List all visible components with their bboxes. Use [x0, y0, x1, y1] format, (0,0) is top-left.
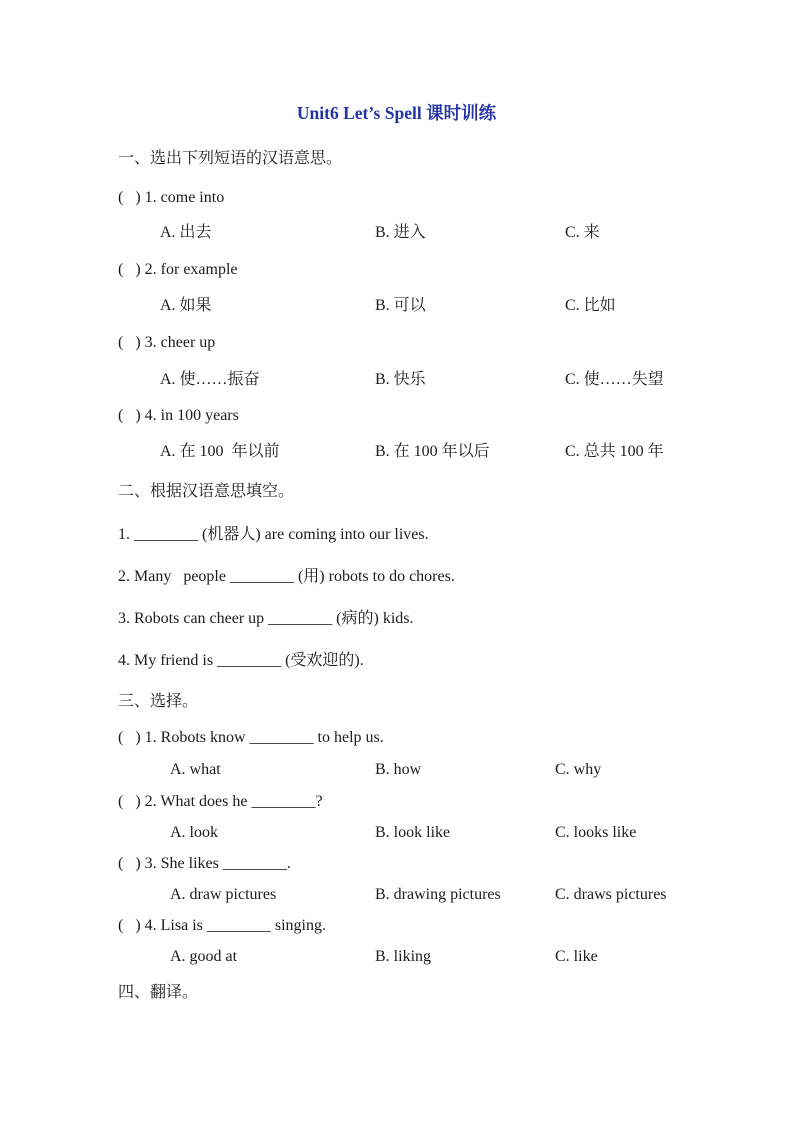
page-title: Unit6 Let’s Spell 课时训练 [296, 103, 497, 123]
option-a: A. 在 100 年以前 [160, 443, 280, 460]
section1-q1-stem: ( ) 1. come into [118, 189, 225, 206]
option-a: A. what [170, 761, 221, 778]
section1-q4-options [0, 441, 793, 463]
option-c: C. 总共 100 年 [565, 443, 664, 460]
option-b: B. 可以 [375, 297, 426, 314]
option-b: B. look like [375, 824, 451, 841]
option-c: C. looks like [555, 824, 637, 841]
section1-q4-stem: ( ) 4. in 100 years [118, 407, 239, 424]
option-c: C. 来 [565, 224, 600, 241]
option-b: B. 进入 [375, 224, 426, 241]
section1-q2-options [0, 295, 793, 317]
option-a: A. good at [170, 948, 238, 965]
section2-q2: 2. Many people ________ (用) robots to do chores. [118, 568, 455, 585]
section3-q4-stem: ( ) 4. Lisa is ________ singing. [118, 917, 326, 934]
section2-heading: 二、根据汉语意思填空。 [118, 483, 295, 500]
section3-q3-options [0, 884, 793, 906]
section3-q2-options [0, 822, 793, 844]
section1-q3-options [0, 369, 793, 391]
section1-q2-stem: ( ) 2. for example [118, 261, 238, 278]
section3-heading: 三、选择。 [118, 693, 199, 710]
section1-q1-options [0, 222, 793, 244]
section3-q3-stem: ( ) 3. She likes ________. [118, 855, 291, 872]
section3-q1-stem: ( ) 1. Robots know ________ to help us. [118, 729, 384, 746]
section1-q3-stem: ( ) 3. cheer up [118, 334, 216, 351]
section3-q2-stem: ( ) 2. What does he ________? [118, 793, 323, 810]
option-c: C. why [555, 761, 602, 778]
section3-q4-options [0, 946, 793, 968]
section2-q3: 3. Robots can cheer up ________ (病的) kids. [118, 610, 414, 627]
section1-heading: 一、选出下列短语的汉语意思。 [118, 150, 343, 167]
option-b: B. 快乐 [375, 371, 426, 388]
option-b: B. how [375, 761, 422, 778]
section4-heading: 四、翻译。 [118, 984, 199, 1001]
option-c: C. 比如 [565, 297, 616, 314]
option-a: A. draw pictures [170, 886, 277, 903]
option-c: C. draws pictures [555, 886, 667, 903]
option-b: B. liking [375, 948, 432, 965]
section3-q1-options [0, 759, 793, 781]
option-a: A. 使……振奋 [160, 371, 260, 388]
section2-q4: 4. My friend is ________ (受欢迎的). [118, 652, 364, 669]
option-a: A. 如果 [160, 297, 212, 314]
option-b: B. drawing pictures [375, 886, 501, 903]
option-c: C. like [555, 948, 598, 965]
option-a: A. look [170, 824, 218, 841]
option-b: B. 在 100 年以后 [375, 443, 490, 460]
section2-q1: 1. ________ (机器人) are coming into our lives. [118, 526, 429, 543]
option-c: C. 使……失望 [565, 371, 664, 388]
option-a: A. 出去 [160, 224, 212, 241]
